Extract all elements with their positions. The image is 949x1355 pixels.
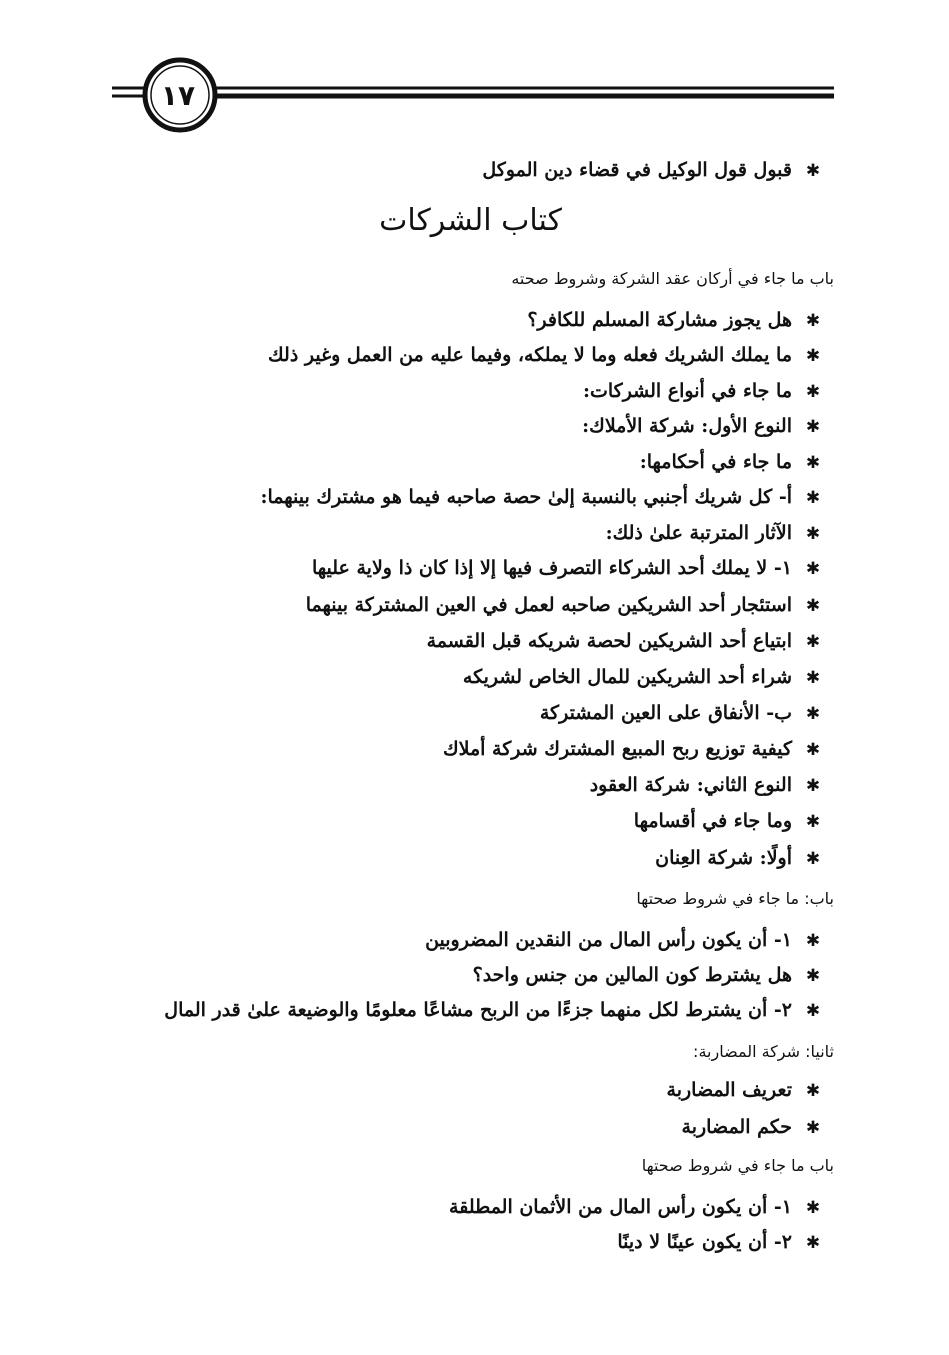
list-item (164, 995, 834, 1025)
list-item (590, 770, 834, 800)
asterisk-bullet-icon: ✱ (805, 776, 821, 796)
asterisk-bullet-icon: ✱ (805, 1001, 821, 1021)
section-heading: ثانيا: شركة المضاربة: (693, 1042, 834, 1061)
list-item-text: أ- كل شريك أجنبي بالنسبة إلىٰ حصة صاحبه فيما هو مشترك بينهما: (260, 486, 792, 508)
asterisk-bullet-icon: ✱ (805, 524, 821, 544)
list-item-text: النوع الثاني: شركة العقود (589, 774, 792, 796)
asterisk-bullet-icon: ✱ (805, 382, 821, 402)
list-item-text: ما يملك الشريك فعله وما لا يملكه، وفيما عليه من العمل وغير ذلك (268, 344, 792, 366)
list-item-text: ابتياع أحد الشريكين لحصة شريكه قبل القسمة (426, 630, 792, 652)
list-item-text: ما جاء في أحكامها: (639, 451, 792, 473)
asterisk-bullet-icon: ✱ (805, 559, 821, 579)
list-item-text: قبول قول الوكيل في قضاء دين الموكل (482, 159, 792, 181)
asterisk-bullet-icon: ✱ (805, 417, 821, 437)
asterisk-bullet-icon: ✱ (805, 740, 821, 760)
list-item (682, 1112, 834, 1142)
list-item (540, 698, 834, 728)
list-item (655, 843, 834, 873)
list-item (425, 925, 834, 955)
list-item (617, 1227, 834, 1257)
list-item-text: ١- أن يكون رأس المال من النقدين المضروبين (425, 929, 792, 951)
list-item-text: ٢- أن يكون عينًا لا دينًا (617, 1231, 792, 1253)
asterisk-bullet-icon: ✱ (805, 346, 821, 366)
asterisk-bullet-icon: ✱ (805, 931, 821, 951)
list-item (268, 340, 834, 370)
section-heading: باب: ما جاء في شروط صحتها (636, 889, 834, 908)
list-item (473, 960, 834, 990)
list-item-text: النوع الأول: شركة الأملاك: (582, 415, 792, 437)
list-item-text: ١- أن يكون رأس المال من الأثمان المطلقة (449, 1196, 792, 1218)
list-item (449, 1192, 834, 1222)
list-item-text: الآثار المترتبة علىٰ ذلك: (605, 522, 792, 544)
list-item-text: أولًا: شركة العِنان (655, 847, 792, 869)
asterisk-bullet-icon: ✱ (805, 453, 821, 473)
book-title (0, 203, 949, 238)
list-item-text: ب- الأنفاق على العين المشتركة (539, 702, 792, 724)
list-item-text: هل يجوز مشاركة المسلم للكافر؟ (527, 309, 792, 331)
list-item (640, 447, 834, 477)
list-item-text: ٢- أن يشترط لكل منهما جزءًا من الربح مشاعًا معلومًا والوضيعة علىٰ قدر المال (164, 999, 792, 1021)
list-item-text: حكم المضاربة (681, 1116, 792, 1138)
list-item (312, 553, 834, 583)
list-item-text: كيفية توزيع ربح المبيع المشترك شركة أملاك (442, 738, 792, 760)
list-item (667, 1075, 834, 1105)
list-item (606, 518, 834, 548)
asterisk-bullet-icon: ✱ (805, 704, 821, 724)
asterisk-bullet-icon: ✱ (805, 966, 821, 986)
asterisk-bullet-icon: ✱ (805, 812, 821, 832)
list-item (583, 376, 834, 406)
asterisk-bullet-icon: ✱ (805, 1233, 821, 1253)
list-item-text: تعريف المضاربة (666, 1079, 792, 1101)
list-item (634, 806, 834, 836)
list-item-text: ١- لا يملك أحد الشركاء التصرف فيها إلا إذا كان ذا ولاية عليها (311, 557, 792, 579)
book-title-text: كتاب الشركات (379, 203, 562, 238)
list-item (261, 482, 835, 512)
asterisk-bullet-icon: ✱ (805, 1118, 821, 1138)
list-item (427, 626, 834, 656)
list-item (306, 590, 834, 620)
asterisk-bullet-icon: ✱ (805, 311, 821, 331)
list-item (527, 305, 834, 335)
section-heading: باب ما جاء في أركان عقد الشركة وشروط صحته (511, 269, 834, 288)
asterisk-bullet-icon: ✱ (805, 632, 821, 652)
list-item-text: استئجار أحد الشريكين صاحبه لعمل في العين المشتركة بينهما (305, 594, 792, 616)
list-item-text: ما جاء في أنواع الشركات: (582, 380, 792, 402)
list-item (463, 662, 834, 692)
asterisk-bullet-icon: ✱ (805, 488, 821, 508)
list-item-text: وما جاء في أقسامها (633, 810, 792, 832)
section-heading: باب ما جاء في شروط صحتها (641, 1156, 834, 1175)
list-item (443, 734, 834, 764)
list-item (482, 155, 834, 185)
asterisk-bullet-icon: ✱ (805, 849, 821, 869)
list-item-text: هل يشترط كون المالين من جنس واحد؟ (472, 964, 792, 986)
page-number: ١٧ (160, 78, 196, 112)
asterisk-bullet-icon: ✱ (805, 596, 821, 616)
asterisk-bullet-icon: ✱ (805, 1081, 821, 1101)
asterisk-bullet-icon: ✱ (805, 668, 821, 688)
asterisk-bullet-icon: ✱ (805, 1198, 821, 1218)
list-item-text: شراء أحد الشريكين للمال الخاص لشريكه (462, 666, 792, 688)
asterisk-bullet-icon: ✱ (805, 161, 821, 181)
list-item (582, 411, 834, 441)
